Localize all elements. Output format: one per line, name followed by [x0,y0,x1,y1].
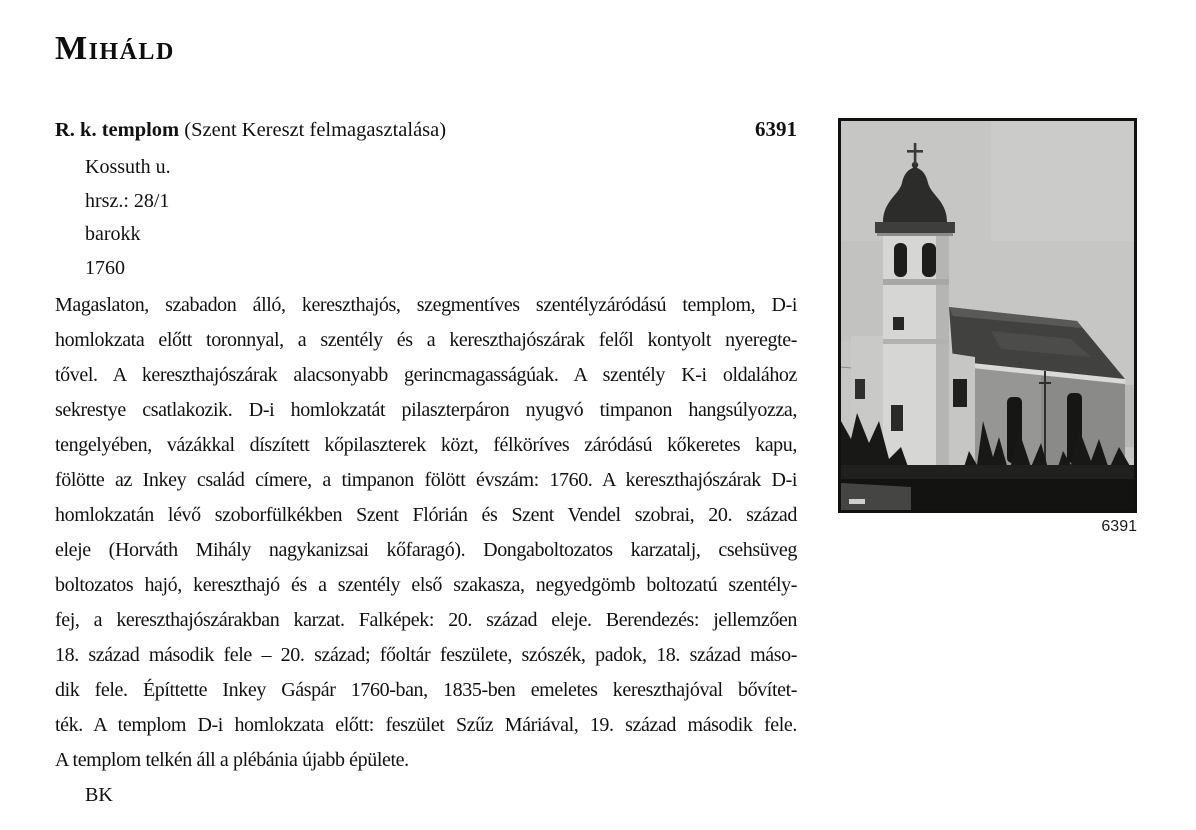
entry-details [85,151,171,285]
body-line: A templom telkén áll a plébánia újabb épülete. [55,749,409,771]
body-line: eleje (Horváth Mihály nagykanizsai kőfaragó). Dongaboltozatos karzatalj, csehsüveg [55,539,797,561]
body-line: sekrestye csatlakozik. D-i homlokzatát pilaszterpáron nyugvó timpanon hangsúlyozza, [55,399,797,421]
body-line: 18. század második fele – 20. század; főoltár feszülete, szószék, padok, 18. század máso- [55,644,797,666]
entry-header [55,115,797,144]
author-initials: BK [85,784,113,806]
photo-caption: 6391 [1101,518,1137,535]
page-title: Miháld [55,30,175,67]
entry-title [55,116,446,144]
detail-parcel: hrsz.: 28/1 [85,189,170,212]
detail-year: 1760 [85,256,125,279]
body-line: tővel. A kereszthajószárak alacsonyabb gerincmagasságúak. A szentély K-i oldalához [55,364,797,386]
church-photo-illustration [841,121,1134,510]
entry-title-dedication: (Szent Kereszt felmagasztalása) [184,119,447,141]
body-line: fej, a kereszthajószárakban karzat. Falképek: 20. század eleje. Berendezés: jellemzően [55,609,797,631]
body-line: dik fele. Építtette Inkey Gáspár 1760-ban, 1835-ben emeletes kereszthajóval bővítet- [55,679,797,701]
entry-number: 6391 [755,117,797,141]
body-line: homlokzata előtt toronnyal, a szentély és a kereszthajószárak felől kontyolt nyeregte- [55,329,797,351]
church-photo [838,118,1137,513]
body-line: Magaslaton, szabadon álló, kereszthajós, szegmentíves szentélyzáródású templom, D-i [55,294,797,316]
church-photo-figure [838,118,1137,536]
entry-body [55,288,797,778]
body-line: tengelyében, vázákkal díszített kőpilaszterek közt, félköríves záródású kőkeretes kapu, [55,434,797,456]
detail-style: barokk [85,223,141,245]
body-line: boltozatos hajó, kereszthajó és a szentély első szakasza, negyedgömb boltozatú szentély- [55,574,797,596]
body-line: ték. A templom D-i homlokzata előtt: feszület Szűz Máriával, 19. század második fele. [55,714,797,736]
detail-street: Kossuth u. [85,156,171,178]
entry-title-name: R. k. templom [55,119,180,141]
body-line: fölötte az Inkey család címere, a timpanon fölött évszám: 1760. A kereszthajószárak D-i [55,469,797,491]
body-line: homlokzatán lévő szoborfülkékben Szent Flórián és Szent Vendel szobrai, 20. század [55,504,797,526]
